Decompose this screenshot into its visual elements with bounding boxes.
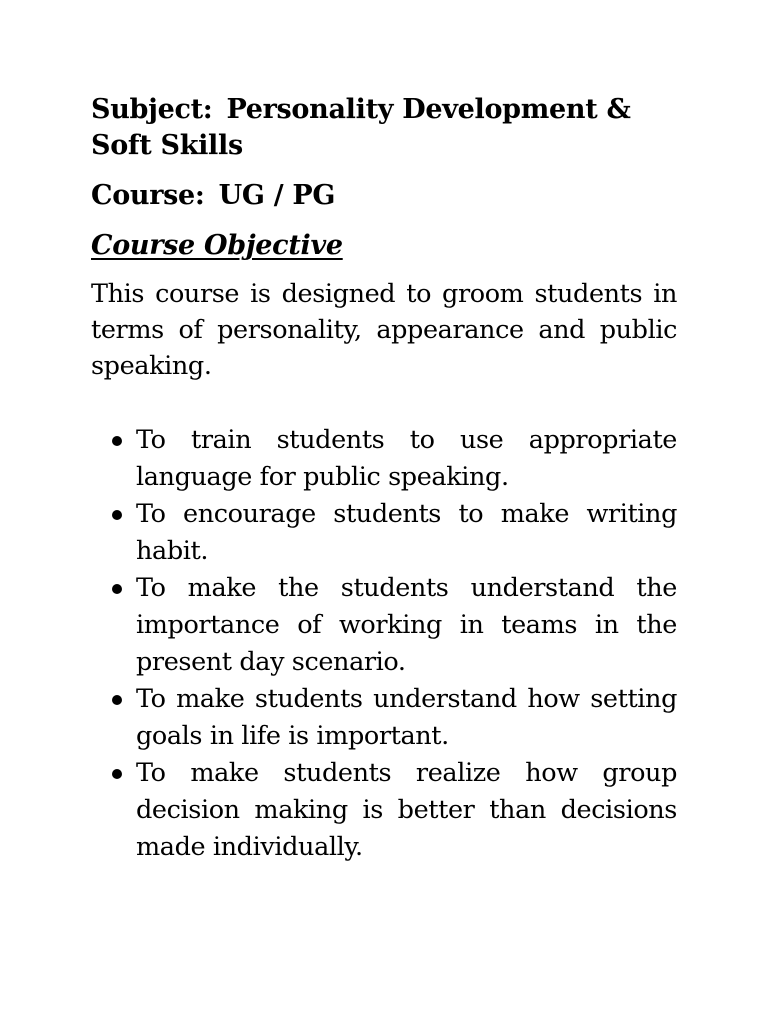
document-page (91, 92, 677, 866)
bullet-icon (112, 695, 122, 705)
list-item-text: To train students to use appropriate language for public speaking. (136, 425, 677, 492)
objectives-list (91, 422, 677, 866)
list-item (91, 681, 677, 755)
list-item-text: To make students understand how setting goals in life is important. (136, 684, 677, 751)
subject-line (91, 92, 677, 164)
bullet-icon (112, 769, 122, 779)
course-value: UG / PG (218, 180, 336, 211)
bullet-icon (112, 436, 122, 446)
list-item-text: To encourage students to make writing habit. (136, 499, 677, 566)
intro-paragraph: This course is designed to groom students in terms of personality, appearance and public speaking. (91, 279, 677, 381)
course-objective-heading: Course Objective (91, 230, 343, 261)
list-item (91, 755, 677, 866)
list-item (91, 496, 677, 570)
list-item (91, 570, 677, 681)
subject-label: Subject: (91, 94, 213, 125)
list-item-text: To make the students understand the importance of working in teams in the present day scenario. (136, 573, 677, 677)
subject-value: Personality Development & Soft Skills (91, 94, 631, 161)
course-line (91, 178, 677, 214)
list-item (91, 422, 677, 496)
bullet-icon (112, 510, 122, 520)
course-label: Course: (91, 180, 205, 211)
bullet-icon (112, 584, 122, 594)
list-item-text: To make students realize how group decision making is better than decisions made individually. (136, 758, 677, 862)
